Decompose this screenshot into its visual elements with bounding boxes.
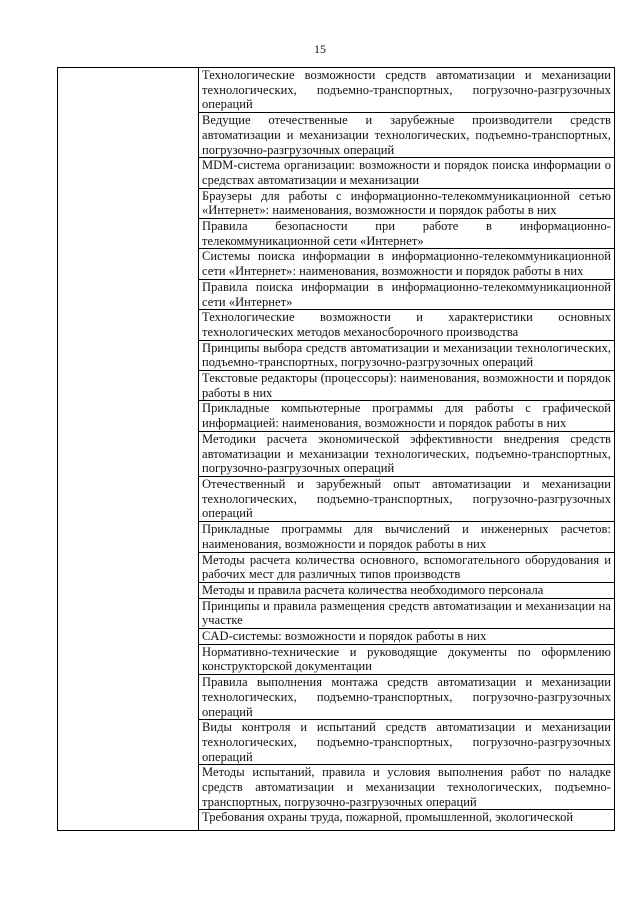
requirement-text-cell: Текстовые редакторы (процессоры): наименования, возможности и порядок работы в них — [199, 371, 615, 401]
requirement-text-cell: Технологические возможности средств автоматизации и механизации технологических, подъемно-транспортных, погрузочно-разгрузочных операций — [199, 68, 615, 113]
knowledge-requirements-table — [57, 67, 615, 831]
requirement-text-cell: Виды контроля и испытаний средств автоматизации и механизации технологических, подъемно-транспортных, погрузочно-разгрузочных операций — [199, 720, 615, 765]
requirement-text-cell: Прикладные компьютерные программы для работы с графической информацией: наименования, возможности и порядок работы в них — [199, 401, 615, 431]
table-body — [58, 68, 615, 831]
requirement-text-cell: MDM-система организации: возможности и порядок поиска информации о средствах автоматизации и механизации — [199, 158, 615, 188]
table-row — [58, 68, 615, 113]
requirement-text-cell: Правила выполнения монтажа средств автоматизации и механизации технологических, подъемно-транспортных, погрузочно-разгрузочных операций — [199, 675, 615, 720]
requirement-text-cell: Методы испытаний, правила и условия выполнения работ по наладке средств автоматизации и механизации технологических, подъемно-транспортных, погрузочно-разгрузочных операций — [199, 765, 615, 810]
requirement-text-cell: Методы расчета количества основного, вспомогательного оборудования и рабочих мест для различных типов производств — [199, 552, 615, 582]
requirement-text-cell: Правила поиска информации в информационно-телекоммуникационной сети «Интернет» — [199, 279, 615, 309]
requirement-text-cell: Нормативно-технические и руководящие документы по оформлению конструкторской документации — [199, 644, 615, 674]
requirement-text-cell: Ведущие отечественные и зарубежные производители средств автоматизации и механизации технологических, подъемно-транспортных, погрузочно-разгрузочных операций — [199, 113, 615, 158]
page-number: 15 — [314, 42, 326, 56]
requirement-text-cell: Методы и правила расчета количества необходимого персонала — [199, 582, 615, 598]
requirement-text-cell: Методики расчета экономической эффективности внедрения средств автоматизации и механизации технологических, подъемно-транспортных, погрузочно-разгрузочных операций — [199, 431, 615, 476]
requirement-text-cell: Принципы выбора средств автоматизации и механизации технологических, подъемно-транспортных, погрузочно-разгрузочных операций — [199, 340, 615, 370]
requirement-text-cell: Браузеры для работы с информационно-телекоммуникационной сетью «Интернет»: наименования, возможности и порядок работы в них — [199, 188, 615, 218]
requirement-text-cell: Принципы и правила размещения средств автоматизации и механизации на участке — [199, 598, 615, 628]
requirement-text-cell: Правила безопасности при работе в информационно-телекоммуникационной сети «Интернет» — [199, 219, 615, 249]
requirement-text-cell: Системы поиска информации в информационно-телекоммуникационной сети «Интернет»: наименования, возможности и порядок работы в них — [199, 249, 615, 279]
requirement-text-cell: Прикладные программы для вычислений и инженерных расчетов: наименования, возможности и порядок работы в них — [199, 522, 615, 552]
requirement-text-cell: Технологические возможности и характеристики основных технологических методов механосборочного производства — [199, 310, 615, 340]
requirement-text-cell: Требования охраны труда, пожарной, промышленной, экологической — [199, 810, 615, 831]
requirement-text-cell: CAD-системы: возможности и порядок работы в них — [199, 629, 615, 645]
requirement-text-cell: Отечественный и зарубежный опыт автоматизации и механизации технологических, подъемно-транспортных, погрузочно-разгрузочных операций — [199, 476, 615, 521]
row-label-cell — [58, 68, 199, 831]
